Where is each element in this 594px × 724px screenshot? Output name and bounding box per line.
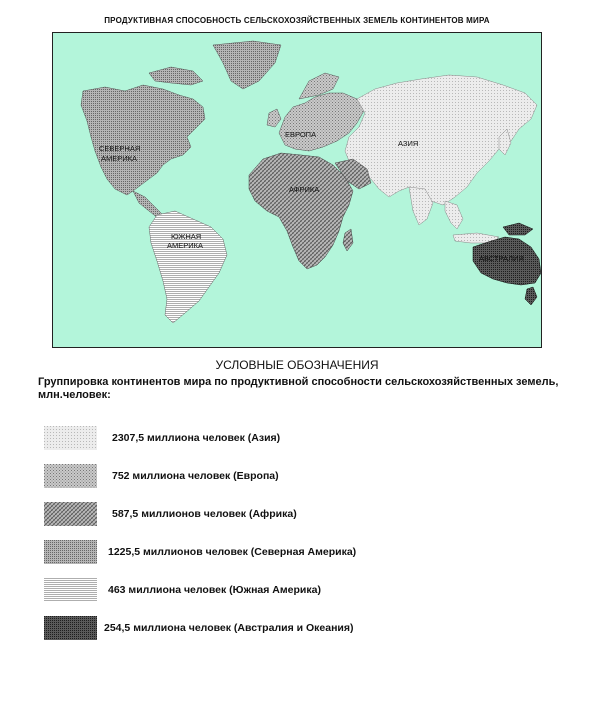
legend-swatch-asia <box>44 426 97 450</box>
legend-label: 752 миллиона человек (Европа) <box>112 470 279 482</box>
legend-heading: УСЛОВНЫЕ ОБОЗНАЧЕНИЯ <box>215 358 379 372</box>
legend-list <box>44 426 564 654</box>
map-label-asia: АЗИЯ <box>398 139 419 148</box>
legend-description: Группировка континентов мира по продуктивной способности сельскохозяйственных земель, млн.человек: <box>38 376 559 401</box>
legend-swatch-north-america <box>44 540 97 564</box>
map-label-north-america-2: АМЕРИКА <box>101 154 138 163</box>
map-label-south-america-1: ЮЖНАЯ <box>171 232 202 241</box>
map-label-africa: АФРИКА <box>289 185 320 194</box>
map-label-north-america-1: СЕВЕРНАЯ <box>99 144 141 153</box>
map-label-australia: АВСТРАЛИЯ <box>479 254 524 263</box>
legend-label: 463 миллиона человек (Южная Америка) <box>108 584 321 596</box>
legend-label: 2307,5 миллиона человек (Азия) <box>112 432 281 444</box>
legend-swatch-europe <box>44 464 97 488</box>
legend-item <box>44 502 564 540</box>
legend-label: 587,5 миллионов человек (Африка) <box>112 508 297 520</box>
world-map <box>52 32 542 348</box>
legend-swatch-australia <box>44 616 97 640</box>
legend-item <box>44 578 564 616</box>
world-map-svg <box>53 33 541 347</box>
map-label-europe: ЕВРОПА <box>285 130 317 139</box>
legend-item <box>44 464 564 502</box>
legend-item <box>44 616 564 654</box>
legend-item <box>44 426 564 464</box>
legend-swatch-south-america <box>44 578 97 602</box>
legend-swatch-africa <box>44 502 97 526</box>
legend-label: 254,5 миллиона человек (Австралия и Океания) <box>104 622 354 634</box>
map-title: ПРОДУКТИВНАЯ СПОСОБНОСТЬ СЕЛЬСКОХОЗЯЙСТВЕННЫХ ЗЕМЕЛЬ КОНТИНЕНТОВ МИРА <box>104 16 490 25</box>
legend-item <box>44 540 564 578</box>
map-label-south-america-2: АМЕРИКА <box>167 241 204 250</box>
legend-label: 1225,5 миллионов человек (Северная Америка) <box>108 546 357 558</box>
